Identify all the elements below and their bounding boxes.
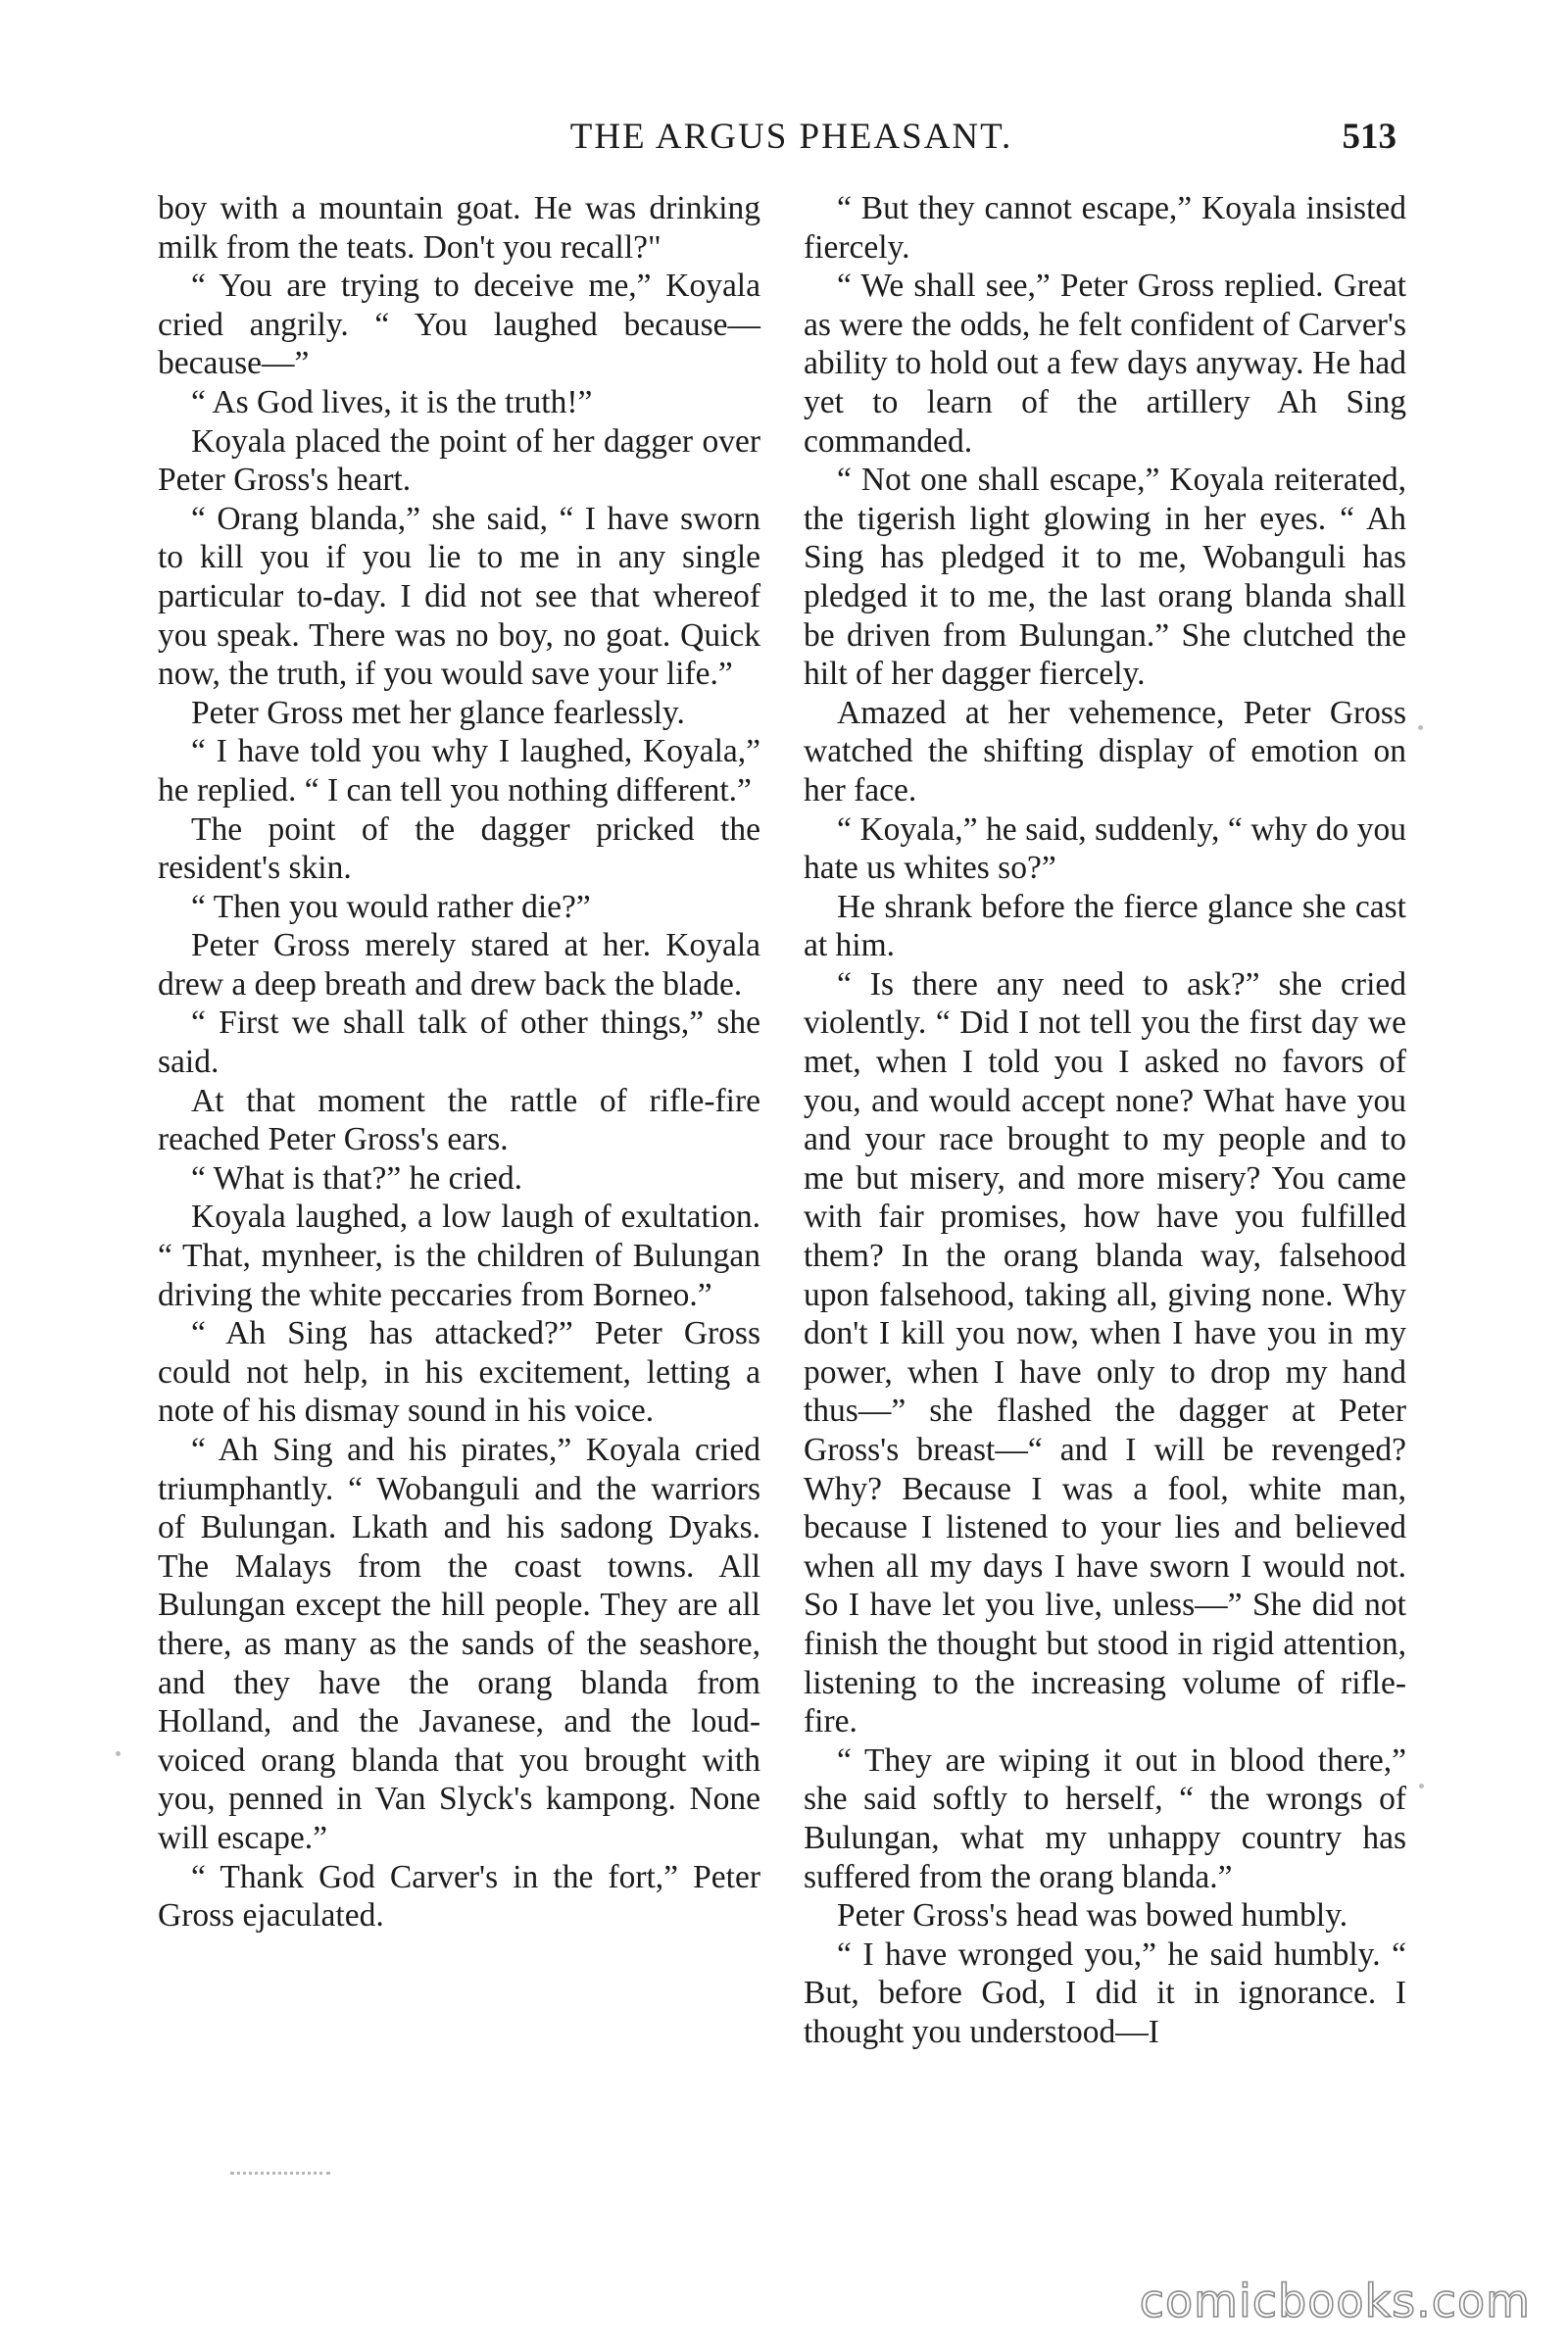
paragraph: “ What is that?” he cried. bbox=[191, 1159, 522, 1197]
paragraph: “ First we shall talk of other things,” she said. bbox=[158, 1004, 760, 1081]
page-number: 513 bbox=[1342, 117, 1396, 157]
paragraph: The point of the dagger pricked the resident's skin. bbox=[158, 810, 760, 887]
paragraph: “ Not one shall escape,” Koyala reiterated, the tigerish light glowing in her eyes. “ Ah Sing has pledged it to me, Wobanguli has pledged it to me, the last orang blanda shall be driven from Bulungan.” She clutched the hilt of her dagger fiercely. bbox=[804, 462, 1406, 693]
paragraph: Koyala placed the point of her dagger over Peter Gross's heart. bbox=[158, 422, 760, 499]
paragraph: Peter Gross merely stared at her. Koyala drew a deep breath and drew back the blade. bbox=[158, 927, 760, 1003]
paragraph: “ You are trying to deceive me,” Koyala cried angrily. “ You laughed because—because—” bbox=[158, 268, 760, 382]
page-header bbox=[157, 116, 1396, 174]
paragraph: “ Ah Sing has attacked?” Peter Gross could not help, in his excitement, letting a note of his dismay sound in his voice. bbox=[158, 1315, 760, 1430]
watermark: comicbooks.com bbox=[1139, 2275, 1531, 2328]
print-speck bbox=[1418, 725, 1423, 730]
paragraph: boy with a mountain goat. He was drinking milk from the teats. Don't you recall?" bbox=[158, 190, 760, 266]
paragraph: “ Ah Sing and his pirates,” Koyala cried triumphantly. “ Wobanguli and the warriors of Bulungan. Lkath and his sadong Dyaks. The Malays from the coast towns. All Bulungan except the hill people. They are all there, as many as the sands of the seashore, and they have the orang blanda from Holland, and the Javanese, and the loud-voiced orang blanda that you brought with you, penned in Van Slyck's kampong. None will escape.” bbox=[158, 1432, 760, 1856]
paragraph: “ I have told you why I laughed, Koyala,” he replied. “ I can tell you nothing different.” bbox=[158, 733, 760, 808]
paragraph: Peter Gross met her glance fearlessly. bbox=[191, 694, 685, 731]
paragraph: “ As God lives, it is the truth!” bbox=[191, 383, 593, 420]
paragraph: Peter Gross's head was bowed humbly. bbox=[837, 1897, 1348, 1935]
paragraph: “ I have wronged you,” he said humbly. “ But, before God, I did it in ignorance. I thought you understood—I bbox=[804, 1936, 1406, 2050]
paragraph: “ They are wiping it out in blood there,” she said softly to herself, “ the wrongs of Bulungan, what my unhappy country has suffered from the orang blanda.” bbox=[804, 1741, 1406, 1895]
paragraph: He shrank before the fierce glance she cast at him. bbox=[804, 888, 1406, 964]
print-speck bbox=[116, 1751, 121, 1756]
print-speck bbox=[1419, 1784, 1424, 1788]
paragraph: At that moment the rattle of rifle-fire reached Peter Gross's ears. bbox=[158, 1082, 760, 1158]
right-column bbox=[804, 189, 1406, 2052]
paragraph: “ Orang blanda,” she said, “ I have sworn to kill you if you lie to me in any single particular to-day. I did not see that whereof you speak. There was no boy, no goat. Quick now, the truth, if you would save your life.” bbox=[158, 500, 760, 693]
paragraph: Amazed at her vehemence, Peter Gross watched the shifting display of emotion on her face. bbox=[804, 694, 1406, 808]
paragraph: “ But they cannot escape,” Koyala insisted fiercely. bbox=[804, 190, 1406, 266]
paragraph: “ Koyala,” he said, suddenly, “ why do you hate us whites so?” bbox=[804, 810, 1406, 887]
running-title: THE ARGUS PHEASANT. bbox=[569, 117, 1013, 157]
left-column bbox=[158, 189, 760, 1936]
signature-mark bbox=[230, 2172, 330, 2184]
paragraph: “ We shall see,” Peter Gross replied. Great as were the odds, he felt confident of Carver's ability to hold out a few days anyway. He had yet to learn of the artillery Ah Sing commanded. bbox=[804, 268, 1406, 460]
paragraph: Koyala laughed, a low laugh of exultation. “ That, mynheer, is the children of Bulungan driving the white peccaries from Borneo.” bbox=[158, 1199, 760, 1313]
paragraph: “ Thank God Carver's in the fort,” Peter Gross ejaculated. bbox=[158, 1858, 760, 1935]
paragraph: “ Is there any need to ask?” she cried violently. “ Did I not tell you the first day we met, when I told you I asked no favors of you, and would accept none? What have you and your race brought to my people and to me but misery, and more misery? You came with fair promises, how have you fulfilled them? In the orang blanda way, falsehood upon falsehood, taking all, giving none. Why don't I kill you now, when I have you in my power, when I have only to drop my hand thus—” she flashed the dagger at Peter Gross's breast—“ and I will be revenged? Why? Because I was a fool, white man, because I listened to your lies and believed when all my days I have sworn I would not. So I have let you live, unless—” She did not finish the thought but stood in rigid attention, listening to the increasing volume of rifle-fire. bbox=[804, 965, 1406, 1740]
paragraph: “ Then you would rather die?” bbox=[191, 888, 591, 925]
